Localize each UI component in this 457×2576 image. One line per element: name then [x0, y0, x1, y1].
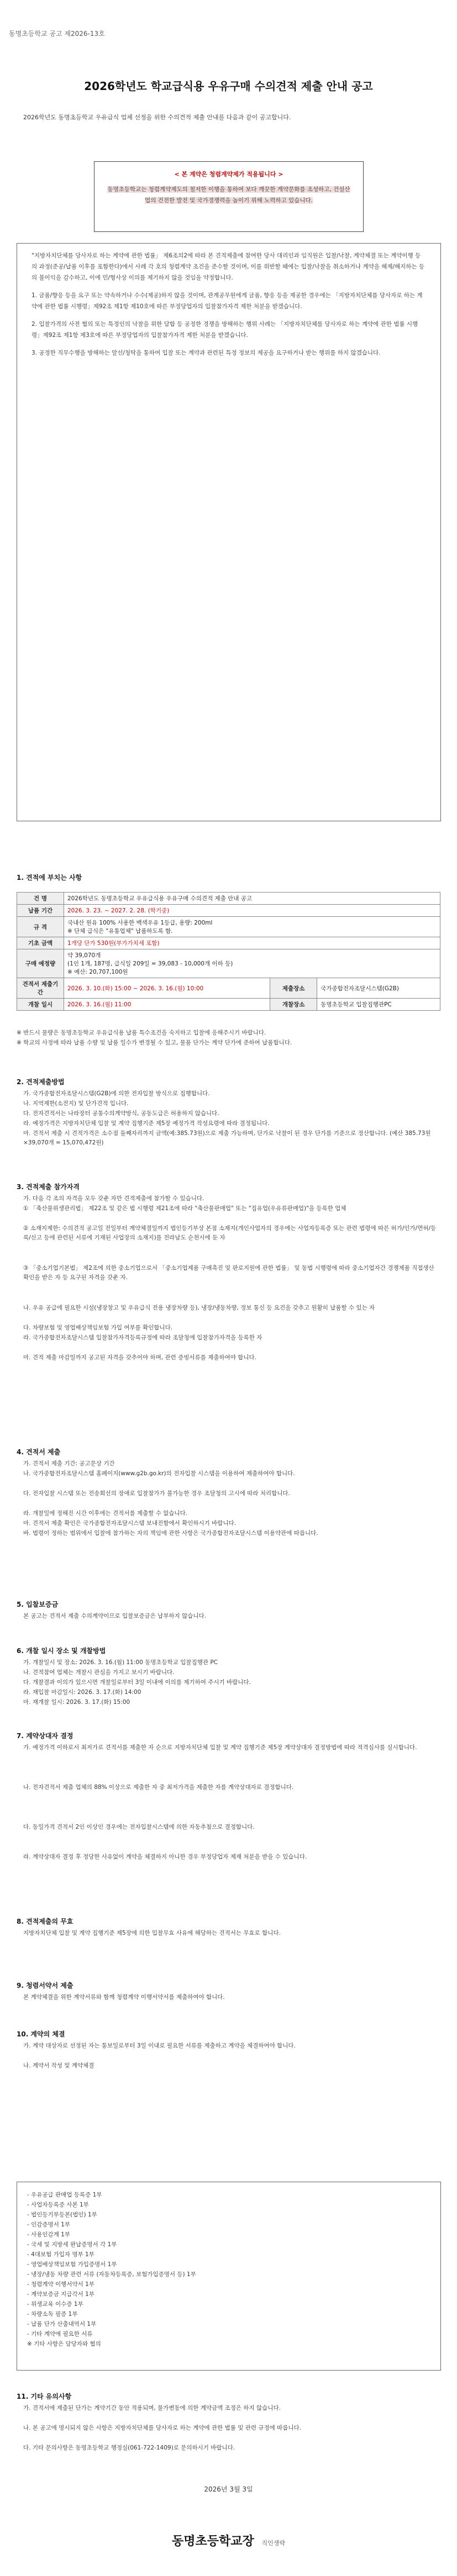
integrity-pledge-box [17, 243, 441, 821]
s6-item: 나. 견적참여 업체는 개찰시 관심을 가지고 보시기 바랍니다. [23, 1669, 175, 1676]
integrity-item: 1. 금품/향응 등을 요구 또는 약속하거나 수수(제공)하지 않을 것이며, 관계공무원에게 금품, 향응 등을 제공한 경우에는 「지방자치단체를 당사자로 하는 계약에 관한 법률 시행령」제92조 제1항 제10호에 따른 부정당업자의 입찰참가자격 제한 처분을 받겠습니다. [31, 292, 423, 310]
s10-item: 나. 계약서 작성 및 계약체결 [23, 2062, 94, 2069]
integrity-guide-box [94, 161, 364, 232]
s2-item: 가. 국가종합전자조달시스템(G2B)에 의한 전자입찰 방식으로 집행합니다. [23, 1090, 210, 1097]
s3-item: 가. 다음 각 조의 자격을 모두 갖춘 자만 견적제출에 참가할 수 있습니다. [23, 1195, 204, 1202]
section-heading-7: 7. 계약상대자 결정 [17, 1732, 73, 1740]
s3-item: 다. 차량보험 및 영업배상책임보험 가입 여부를 확인합니다. [23, 1324, 173, 1331]
s2-item: 라. 예정가격은 지방자치단체 입찰 및 계약 집행기준 제5장 예정가격 작성요령에 따라 결정됩니다. [23, 1120, 270, 1127]
integrity-item: 2. 입찰가격의 사전 협의 또는 특정인의 낙찰을 위한 담합 등 공정한 경쟁을 방해하는 행위 사례는 「지방자치단체를 당사자로 하는 계약에 관한 법률 시행령」제92조 제1항 제3호에 따른 부정당업자의 입찰참가자격 제한 처분을 받겠습니다. [31, 321, 418, 339]
section-heading-4: 4. 견적서 제출 [17, 1448, 61, 1456]
doc-item: - 납품 단가 산출내역서 1부 [27, 2321, 97, 2327]
page-title: 2026학년도 학교급식용 우유구매 수의견적 제출 안내 공고 [84, 80, 373, 93]
table-label: 기초 금액 [17, 937, 64, 949]
doc-item: - 계약보증금 지급각서 1부 [27, 2291, 94, 2298]
section-heading-2: 2. 견적제출방법 [17, 1078, 65, 1086]
spec-line-2: ※ 단체 급식은 "유통업체" 납품하도록 함. [67, 928, 173, 935]
integrity-item: 3. 공정한 직무수행을 방해하는 알선/청탁을 통하여 입찰 또는 계약과 관련된 특정 정보의 제공을 요구하거나 받는 행위를 하지 않겠습니다. [31, 350, 381, 356]
s6-item: 마. 재개찰 일시: 2026. 3. 17.(화) 15:00 [23, 1699, 130, 1706]
s4-item: 바. 법령이 정하는 범위에서 입찰에 참가하는 자의 책임에 관한 사항은 국가종합전자조달시스템 이용약관에 따릅니다. [23, 1530, 318, 1537]
s10-item: 가. 계약 대상자로 선정된 자는 통보일로부터 3일 이내로 필요한 서류를 제출하고 계약을 체결하여야 합니다. [23, 2042, 296, 2049]
s11-item: 다. 기타 문의사항은 동명초등학교 행정실(061-722-1409)로 문의하시기 바랍니다. [23, 2445, 235, 2451]
s3-item: 나. 우유 공급에 필요한 시설(냉장창고 및 우유급식 전용 냉장차량 등), 냉장/냉동차량, 정보 통신 등 요건을 갖추고 원활히 납품할 수 있는 자 [23, 1305, 375, 1311]
table-label: 납품 기간 [17, 905, 64, 917]
doc-item: - 사업자등록증 사본 1부 [27, 2202, 89, 2208]
quantity-line-3: ※ 예산: 20,707,100원 [67, 969, 128, 975]
s8-item: 지방자치단체 입찰 및 계약 집행기준 제5장에 의한 입찰무효 사유에 해당하는 견적서는 무효로 합니다. [23, 1930, 281, 1936]
s3-item: 마. 견적 제출 마감일까지 공고된 자격을 갖추어야 하며, 관련 증빙서류를 제출하여야 합니다. [23, 1354, 257, 1361]
integrity-guide-text-2: 업의 건전한 발전 및 국가경쟁력을 높이기 위해 노력하고 있습니다. [145, 197, 313, 204]
section-heading-5: 5. 입찰보증금 [17, 1601, 59, 1608]
s3-item: ③ 「중소기업기본법」 제2조에 의한 중소기업으로서 「중소기업제품 구매촉진 및 판로지원에 관한 법률」 및 동법 시행령에 따라 중소기업자간 경쟁제품 직접생산 확인을 받은 자 등 요구된 자격을 갖춘 자. [23, 1265, 434, 1281]
table-label: 개찰장소 [270, 999, 317, 1011]
s7-item: 가. 예정가격 이하로서 최저가로 견적서를 제출한 자 순으로 지방자치단체 입찰 및 계약 집행기준 제5장 계약상대자 결정방법에 따라 적격심사를 실시합니다. [23, 1744, 417, 1751]
section-heading-3: 3. 견적제출 참가자격 [17, 1183, 80, 1191]
intro-text: 2026학년도 동명초등학교 우유급식 업체 선정을 위한 수의견적 제출 안내를 다음과 같이 공고합니다. [23, 114, 291, 121]
table-value-submit-place: 국가종합전자조달시스템(G2B) [317, 978, 440, 999]
s3-item: 라. 국가종합전자조달시스템 입찰참가자격등록규정에 따라 조달청에 입찰참가자격을 등록한 자 [23, 1334, 262, 1341]
table-label: 견적서 제출기간 [17, 978, 64, 999]
s9-item: 본 계약체결을 위한 계약서류와 함께 청렴계약 이행서약서를 제출하여야 합니다. [23, 1994, 225, 2000]
s5-item: 본 공고는 견적서 제출 수의계약이므로 입찰보증금은 납부하지 않습니다. [23, 1613, 206, 1619]
s7-item: 다. 동일가격 견적서 2인 이상인 경우에는 전자입찰시스템에 의한 자동추첨으로 결정합니다. [23, 1824, 255, 1830]
section-heading-8: 8. 견적제출의 무효 [17, 1918, 73, 1925]
quote-info-table [17, 892, 440, 1011]
section-heading-6: 6. 개찰 일시 장소 및 개찰방법 [17, 1647, 106, 1655]
table-label: 구매 예정량 [17, 949, 64, 978]
doc-item: - 영업배상책임보험 가입증명서 1부 [27, 2261, 117, 2268]
table-value-title: 2026학년도 동명초등학교 우유급식용 우유구매 수의견적 제출 안내 공고 [64, 893, 440, 905]
table-value-spec [64, 917, 440, 937]
doc-item: - 4대보험 가입자 명부 1부 [27, 2251, 94, 2258]
integrity-item: "지방자치단체를 당사자로 하는 계약에 관한 법률」 제6조의2에 따라 본 견적제출에 참여한 당사 대리인과 임직원은 입찰/낙찰, 계약체결 또는 계약이행 등의 과정(준공/납품 이후를 포함한다)에서 사례 각 호의 청렴계약 조건을 준수할 것이며, 이를 위반할 때에는 입찰/낙찰을 취소하거나 계약을 해제/해지하는 등의 불이익을 감수하고, 이에 민/형사상 이의를 제기하지 않을 것임을 약정합니다. [31, 252, 425, 281]
doc-item: - 국세 및 지방세 완납증명서 각 1부 [27, 2241, 117, 2248]
s4-item: 나. 국가종합전자조달시스템 홈페이지(www.g2b.go.kr)의 전자입찰 시스템을 이용하여 제출하여야 합니다. [23, 1470, 295, 1477]
integrity-guide-text-1: 동명초등학교는 청렴계약제도의 철저한 이행을 통하여 보다 깨끗한 계약문화를 조성하고, 건설산 [107, 186, 350, 193]
integrity-guide-text [101, 184, 356, 206]
quantity-line-1: 약 39,070개 [67, 952, 101, 959]
doc-item: - 우유공급 판매업 등록증 1부 [27, 2192, 102, 2198]
s11-item: 가. 견적서에 제출된 단가는 계약기간 동안 적용되며, 물가변동에 의한 계약금액 조정은 하지 않습니다. [23, 2405, 281, 2411]
section-heading-10: 10. 계약의 체결 [17, 2030, 65, 2038]
section-heading-11: 11. 기타 유의사항 [17, 2393, 72, 2400]
table-label: 제출장소 [270, 978, 317, 999]
doc-item: - 인감증명서 1부 [27, 2221, 71, 2228]
table-value-period: 2026. 3. 23. ~ 2027. 2. 28. (학기중) [64, 905, 440, 917]
s3-item: ② 소재지제한: 수의견적 공고일 전일부터 계약체결일까지 법인등기부상 본점 소재지(개인사업자의 경우에는 사업자등록증 또는 관련 법령에 따른 허가/인가/면허/등록/신고 등에 관련된 서류에 기재된 사업장의 소재지)를 전라남도 순천시에 둔 자 [23, 1225, 437, 1241]
table-label: 개찰 일시 [17, 999, 64, 1011]
notice-date: 2026년 3월 3일 [204, 2485, 253, 2493]
required-documents-box [17, 2182, 441, 2371]
s3-item: ① 「축산물위생관리법」 제22조 및 같은 법 시행령 제21조에 따라 "축산물판매업" 또는 "집유업(우유류판매업)"을 등록한 업체 [23, 1205, 346, 1212]
table-note: ※ 학교의 사정에 따라 납품 수량 및 납품 일수가 변경될 수 있고, 물품 단가는 계약 단가에 준하여 납품합니다. [17, 1039, 292, 1046]
doc-item: - 법인등기부등본(법인) 1부 [27, 2211, 97, 2218]
table-value-open-date: 2026. 3. 16.(월) 11:00 [64, 999, 270, 1011]
integrity-guide-heading: < 본 계약은 청렴계약제가 적용됩니다 > [174, 171, 283, 178]
table-label: 규 격 [17, 917, 64, 937]
issuer-name [0, 2532, 457, 2549]
spec-line-1: 국내산 원유 100% 사용한 백색우유 1등급, 용량: 200ml [67, 920, 213, 926]
s7-item: 나. 전자견적서 제출 업체의 88% 이상으로 제출한 자 중 최저가격을 제출한 자를 계약상대자로 결정합니다. [23, 1784, 294, 1791]
doc-item: - 청렴계약 이행서약서 1부 [27, 2281, 94, 2288]
section-heading-1: 1. 견적에 부치는 사항 [17, 874, 82, 881]
doc-item: - 차량소독 필증 1부 [27, 2311, 78, 2318]
issuer-title: 동명초등학교장 [172, 2535, 254, 2548]
s4-item: 다. 전자입찰 시스템 또는 전송회선의 장애로 입찰참가가 불가능한 경우 조달청의 고시에 따라 처리합니다. [23, 1490, 290, 1497]
table-value-open-place: 동명초등학교 입찰집행관PC [317, 999, 440, 1011]
table-value-base-price: 1개당 단가 530원(부가가치세 포함) [64, 937, 440, 949]
s2-item: 다. 전자견적서는 나라장터 공통수의계약방식, 공동도급은 허용하지 않습니다. [23, 1110, 219, 1117]
table-note: ※ 반드시 물량은 동명초등학교 우유급식용 납품 특수조건을 숙지하고 입찰에 응해주시기 바랍니다. [17, 1030, 266, 1036]
s6-item: 라. 재입찰 마감일시: 2026. 3. 17.(화) 14:00 [23, 1689, 141, 1696]
quantity-line-2: (1인 1개, 187명, 급식일 209일 = 39,083 - 10,000개 이하 등) [67, 960, 233, 967]
s4-item: 가. 견적서 제출 기간: 공고문상 기간 [23, 1460, 115, 1467]
table-label: 건 명 [17, 893, 64, 905]
doc-item: - 냉장/냉동 차량 관련 서류 (자동차등록증, 보험가입증명서 등) 1부 [27, 2271, 196, 2278]
s7-item: 라. 계약상대자 결정 후 정당한 사유없이 계약을 체결하지 아니한 경우 부정당업자 제재 처분을 받을 수 있습니다. [23, 1854, 307, 1860]
s11-item: 나. 본 공고에 명시되지 않은 사항은 지방자치단체를 당사자로 하는 계약에 관한 법률 및 관련 규정에 따릅니다. [23, 2425, 302, 2431]
s4-item: 마. 견적서 제출 확인은 국가종합전자조달시스템 보내진함에서 확인하시기 바랍니다. [23, 1520, 237, 1527]
doc-item: - 사용인감계 1부 [27, 2231, 71, 2238]
doc-item: - 기타 계약에 필요한 서류 [27, 2331, 93, 2337]
table-value-quantity [64, 949, 440, 978]
section-heading-9: 9. 청렴서약서 제출 [17, 1982, 73, 1989]
s6-item: 가. 개찰일시 및 장소: 2026. 3. 16.(월) 11:00 동명초등학교 입찰집행관 PC [23, 1659, 218, 1666]
doc-item: ※ 기타 사항은 담당자와 협의 [27, 2341, 101, 2347]
s4-item: 라. 개찰일에 정해진 시간 이후에는 견적서를 제출할 수 없습니다. [23, 1510, 188, 1517]
s6-item: 다. 개찰결과 이의가 있으시면 개찰일로부터 3일 이내에 이의를 제기하여 주시기 바랍니다. [23, 1679, 251, 1686]
seal-omitted-note: 직인생략 [261, 2540, 285, 2547]
notice-number: 동명초등학교 공고 제2026-13호 [9, 30, 105, 38]
s2-item: 마. 견적서 제출 시 견적가격은 소수점 둘째자리까지 금액(예:385.73원)으로 제출 가능하며, 단가로 낙찰이 된 경우 단가를 기준으로 정산합니다. (예산 385.73원×39,070개 = 15,070,472원) [23, 1130, 431, 1146]
s2-item: 나. 지역제한(소전지) 및 단가견적 입니다. [23, 1100, 129, 1107]
doc-item: - 위생교육 이수증 1부 [27, 2301, 83, 2308]
table-value-submit-period: 2026. 3. 10.(화) 15:00 ~ 2026. 3. 16.(월) 10:00 [64, 978, 270, 999]
